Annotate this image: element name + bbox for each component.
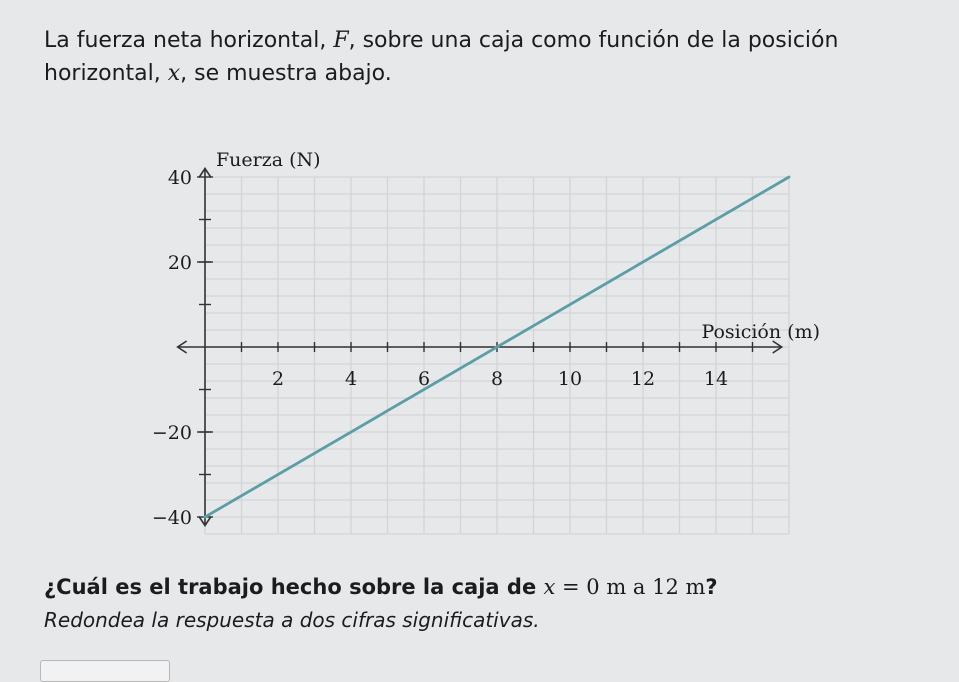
x-tick-label: 2 (271, 368, 285, 390)
x-tick-label: 8 (490, 368, 504, 390)
question-end: ? (705, 575, 718, 599)
x-tick-label: 4 (344, 368, 358, 390)
intro-text-3: , se muestra abajo. (180, 61, 392, 86)
y-tick-label: −40 (151, 507, 192, 529)
y-tick-label: −20 (151, 422, 192, 444)
x-tick-label: 6 (417, 368, 431, 390)
x-tick-label: 14 (703, 368, 729, 390)
chart-grid (205, 177, 789, 534)
intro-text-2: , sobre una caja como función de la posición horizontal, (44, 28, 839, 86)
chart-axes (178, 169, 782, 526)
question-variable: x (543, 575, 556, 599)
y-axis-label: Fuerza (N) (216, 149, 321, 171)
force-variable: F (333, 28, 349, 53)
question-range: = 0 m a 12 m (555, 575, 706, 599)
y-tick-label: 20 (167, 252, 192, 274)
y-tick-label: 40 (167, 167, 192, 189)
x-tick-label: 12 (630, 368, 656, 390)
intro-text-1: La fuerza neta horizontal, (44, 28, 334, 53)
answer-input[interactable] (40, 660, 170, 682)
rounding-hint: Redondea la respuesta a dos cifras significativas. (44, 608, 540, 632)
x-tick-label: 10 (557, 368, 583, 390)
x-axis-label: Posición (m) (701, 321, 820, 343)
position-variable: x (167, 61, 181, 86)
question (44, 575, 924, 599)
question-math (544, 575, 706, 599)
question-text: ¿Cuál es el trabajo hecho sobre la caja de (44, 575, 544, 599)
